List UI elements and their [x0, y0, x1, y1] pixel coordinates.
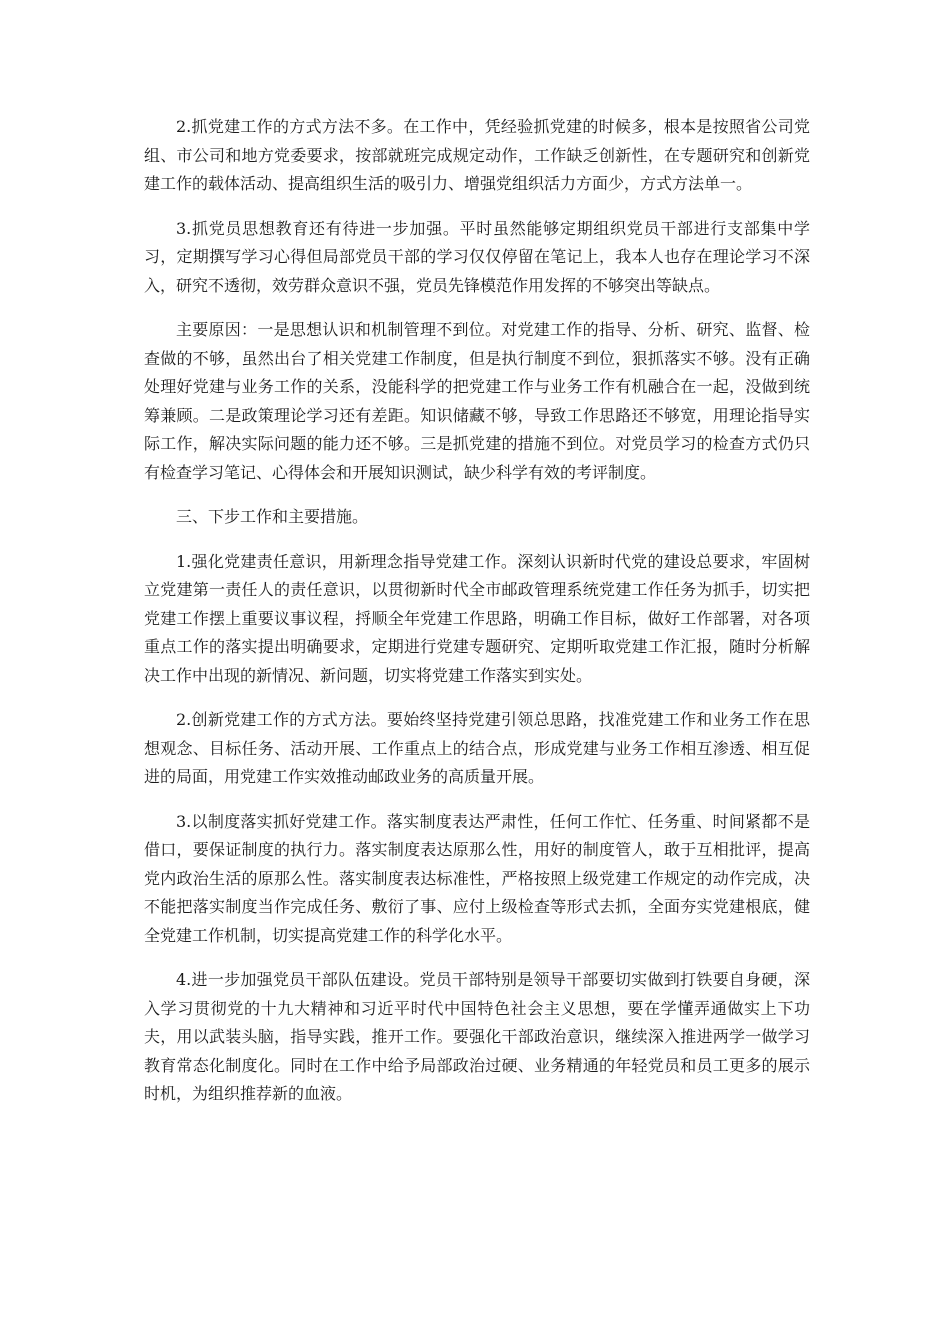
- paragraph-ideological-education: 3.抓党员思想教育还有待进一步加强。平时虽然能够定期组织党员干部进行支部集中学习，定期撰写学习心得但局部党员干部的学习仅仅停留在笔记上，我本人也存在理论学习不深入，研究不透彻，效劳群众意识不强，党员先锋模范作用发挥的不够突出等缺点。: [144, 218, 810, 295]
- document-body: [144, 113, 810, 1125]
- section-heading-next-steps: 三、下步工作和主要措施。: [176, 507, 369, 526]
- paragraph-main-reasons: 主要原因：一是思想认识和机制管理不到位。对党建工作的指导、分析、研究、监督、检查做的不够，虽然出台了相关党建工作制度，但是执行制度不到位，狠抓落实不够。没有正确处理好党建与业务工作的关系，没能科学的把党建工作与业务工作有机融合在一起，没做到统筹兼顾。二是政策理论学习还有差距。知识储藏不够，导致工作思路还不够宽，用理论指导实际工作，解决实际问题的能力还不够。三是抓党建的措施不到位。对党员学习的检查方式仍只有检查学习笔记、心得体会和开展知识测试，缺少科学有效的考评制度。: [144, 320, 810, 482]
- paragraph-measure-responsibility: 1.强化党建责任意识，用新理念指导党建工作。深刻认识新时代党的建设总要求，牢固树立党建第一责任人的责任意识，以贯彻新时代全市邮政管理系统党建工作任务为抓手，切实把党建工作摆上重要议事议程，捋顺全年党建工作思路，明确工作目标，做好工作部署，对各项重点工作的落实提出明确要求，定期进行党建专题研究、定期听取党建工作汇报，随时分析解决工作中出现的新情况、新问题，切实将党建工作落实到实处。: [144, 551, 810, 685]
- paragraph-measure-institution: 3.以制度落实抓好党建工作。落实制度表达严肃性，任何工作忙、任务重、时间紧都不是借口，要保证制度的执行力。落实制度表达原那么性，用好的制度管人，敢于互相批评，提高党内政治生活的原那么性。落实制度表达标准性，严格按照上级党建工作规定的动作完成，决不能把落实制度当作完成任务、敷衍了事、应付上级检查等形式去抓，全面夯实党建根底，健全党建工作机制，切实提高党建工作的科学化水平。: [144, 811, 810, 945]
- paragraph-measure-innovation: 2.创新党建工作的方式方法。要始终坚持党建引领总思路，找准党建工作和业务工作在思想观念、目标任务、活动开展、工作重点上的结合点，形成党建与业务工作相互渗透、相互促进的局面，用党建工作实效推动邮政业务的高质量开展。: [144, 710, 810, 786]
- paragraph-measure-cadre-team: 4.进一步加强党员干部队伍建设。党员干部特别是领导干部要切实做到打铁要自身硬，深入学习贯彻党的十九大精神和习近平时代中国特色社会主义思想，要在学懂弄通做实上下功夫，用以武装头脑，指导实践，推开工作。要强化干部政治意识，继续深入推进两学一做学习教育常态化制度化。同时在工作中给予局部政治过硬、业务精通的年轻党员和员工更多的展示时机，为组织推荐新的血液。: [144, 970, 810, 1103]
- paragraph-party-building-methods: 2.抓党建工作的方式方法不多。在工作中，凭经验抓党建的时候多，根本是按照省公司党组、市公司和地方党委要求，按部就班完成规定动作，工作缺乏创新性，在专题研究和创新党建工作的载体活动、提高组织生活的吸引力、增强党组织活力方面少，方式方法单一。: [144, 117, 810, 193]
